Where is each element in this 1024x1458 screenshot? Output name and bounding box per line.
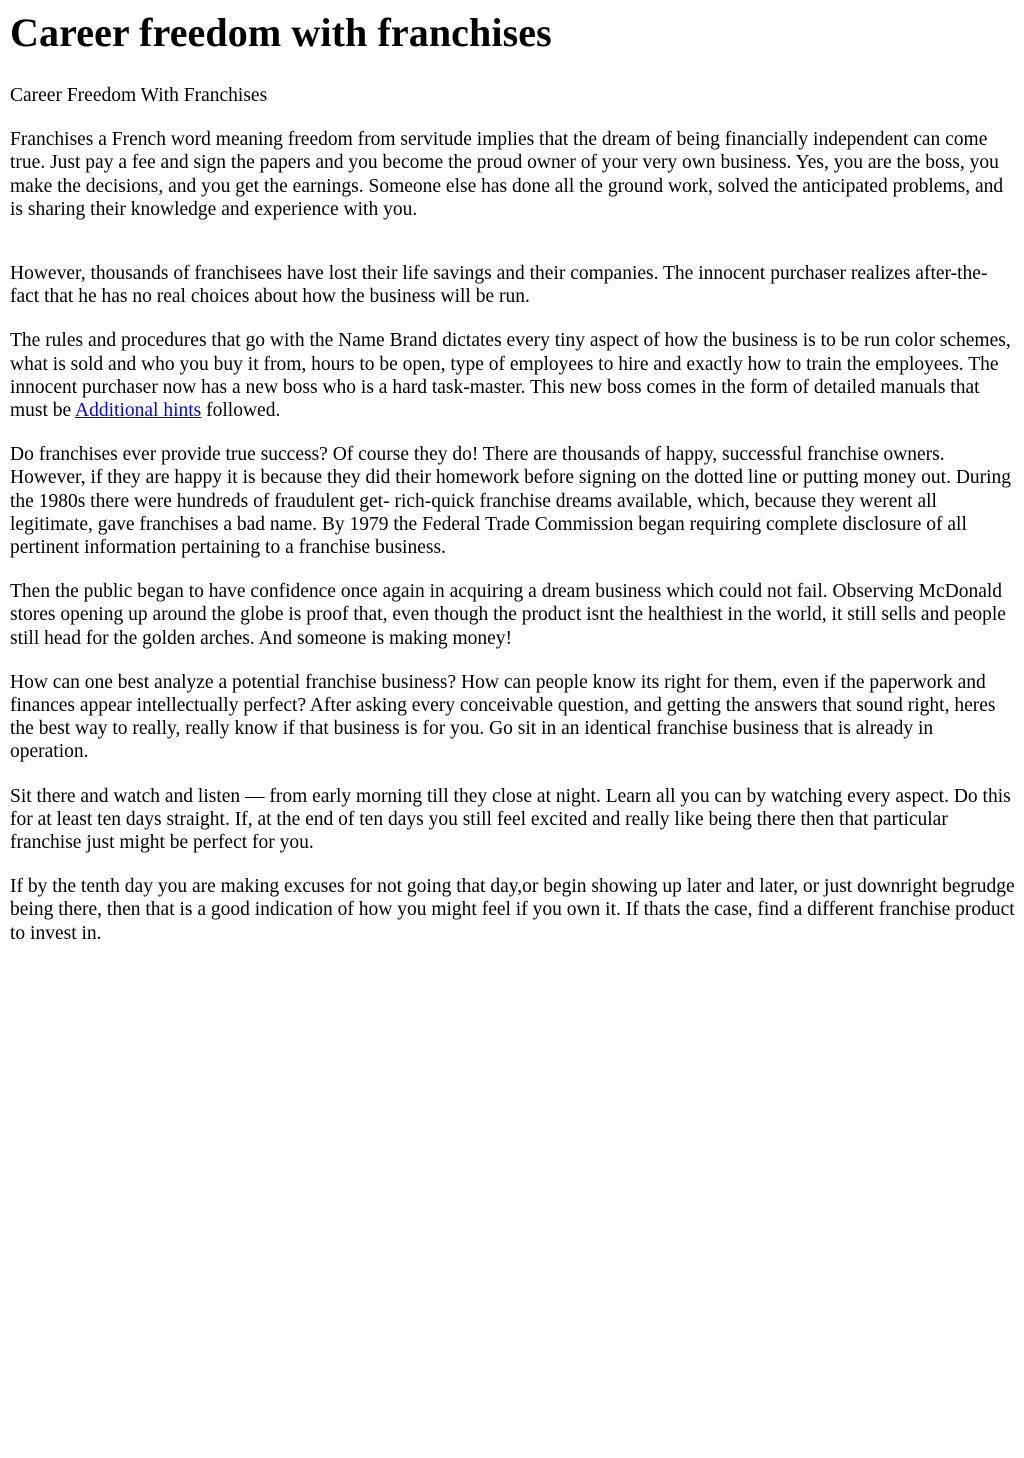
paragraph-analyze-franchise: How can one best analyze a potential franchise business? How can people know its right for them, even if the paperwork and finances appear intellectually perfect? After asking every conceivable question, and getting the answers that sound right, heres the best way to really, really know if that business is for you. Go sit in an identical franchise business that is already in operation. — [10, 671, 996, 763]
paragraph-public-confidence: Then the public began to have confidence once again in acquiring a dream business which could not fail. Observing McDonald stores opening up around the globe is proof that, even though the product isnt the healthiest in the world, it still sells and people still head for the golden arches. And someone is making money! — [10, 581, 1006, 649]
paragraph-rules-text: The rules and procedures that go with the Name Brand dictates every tiny aspect of how the business is to be run color schemes, what is sold and who you buy it from, hours to be open, type of employees to hire and exactly how to train the employees. The innocent purchaser now has a new boss who is a hard task-master. This new boss comes in the form of detailed manuals that must be — [10, 330, 1011, 422]
paragraph-intro: Franchises a French word meaning freedom from servitude implies that the dream of being financially independent can come true. Just pay a fee and sign the papers and you become the proud owner of your very own business. Yes, you are the boss, you make the decisions, and you get the earnings. Someone else has done all the ground work, solved the anticipated problems, and is sharing their knowledge and experience with you. — [10, 129, 1004, 220]
page-title: Career freedom with franchises — [10, 10, 552, 55]
paragraph-tenth-day: If by the tenth day you are making excuses for not going that day,or begin showing up later and later, or just downright begrudge being there, then that is a good indication of how you might feel if you own it. If thats the case, find a different franchise product to invest in. — [10, 876, 1015, 944]
paragraph-watch-listen: Sit there and watch and listen — from early morning till they close at night. Learn all you can by watching every aspect. Do this for at least ten days straight. If, at the end of ten days you still feel excited and really like being there then that particular franchise just might be perfect for you. — [10, 785, 1011, 854]
additional-hints-link[interactable]: Additional hints — [75, 400, 202, 422]
article — [0, 10, 1024, 945]
article-subtitle: Career Freedom With Franchises — [10, 85, 268, 106]
paragraph-rules-tail: followed. — [201, 400, 281, 422]
paragraph-true-success: Do franchises ever provide true success? Of course they do! There are thousands of happy, successful franchise owners. However, if they are happy it is because they did their homework before signing on the dotted line or putting money out. During the 1980s there were hundreds of fraudulent get- rich-quick franchise dreams available, which, because they werent all legitimate, gave franchises a bad name. By 1979 the Federal Trade Commission began requiring complete disclosure of all pertinent information pertaining to a franchise business. — [10, 444, 1012, 559]
paragraph-rules-procedures — [10, 329, 1016, 422]
paragraph-franchisees-lost: However, thousands of franchisees have lost their life savings and their companies. The innocent purchaser realizes after-the-fact that he has no real choices about how the business will be run. — [10, 263, 988, 308]
